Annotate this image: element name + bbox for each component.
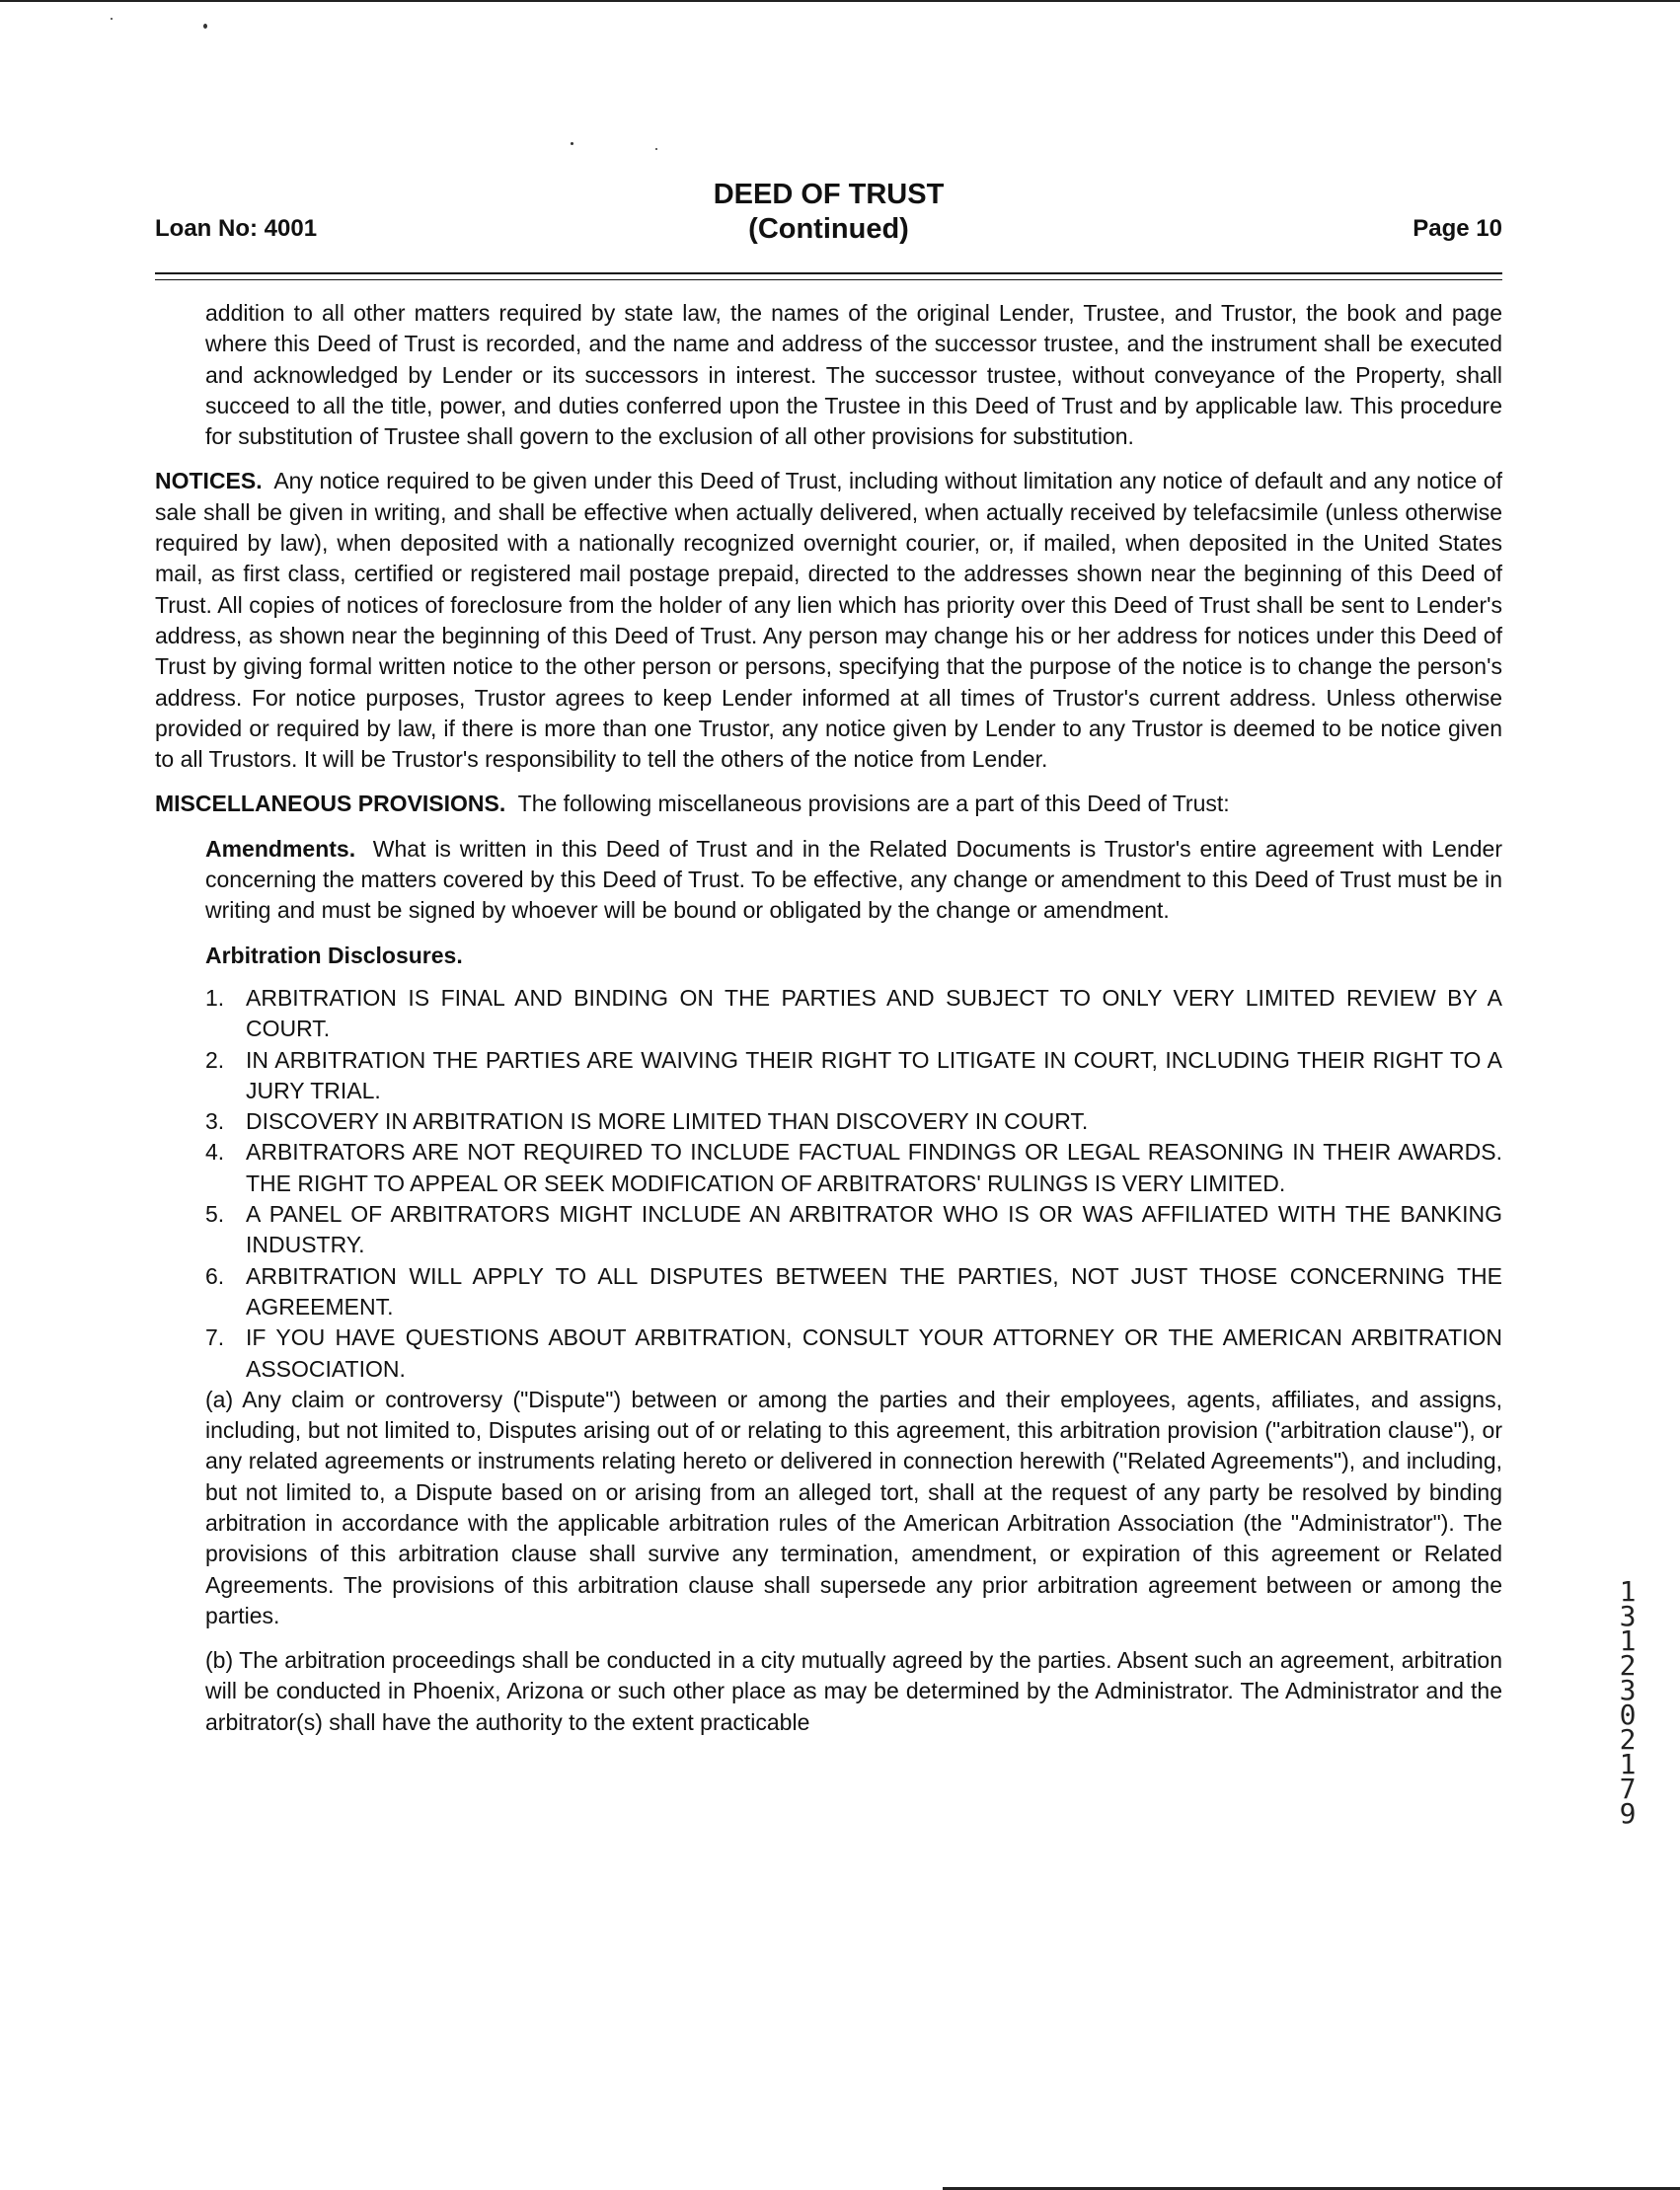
arbitration-heading-line bbox=[155, 941, 1502, 971]
misc-section bbox=[155, 789, 1502, 819]
stamp-digit: 3 bbox=[1619, 1674, 1637, 1706]
amendments-text: What is written in this Deed of Trust and in the Related Documents is Trustor's entire agreement with Lender concerning the matters covered by this Deed of Trust. To be effective, any change or amendment to this Deed of Trust must be in writing and must be signed by whoever will be bound or obligated by the change or amendment. bbox=[205, 835, 1503, 924]
page-title bbox=[155, 178, 1502, 247]
arbitration-heading: Arbitration Disclosures. bbox=[205, 942, 463, 968]
list-item bbox=[205, 1045, 1502, 1107]
list-item bbox=[205, 1261, 1502, 1323]
page-number: Page 10 bbox=[1413, 215, 1502, 242]
list-item-number: 2. bbox=[205, 1046, 225, 1073]
scan-speck bbox=[571, 142, 573, 145]
list-item bbox=[205, 1137, 1502, 1199]
scan-speck bbox=[111, 18, 113, 20]
list-item-number: 5. bbox=[205, 1201, 225, 1228]
list-item bbox=[205, 1322, 1502, 1385]
intro-paragraph: addition to all other matters required by state law, the names of the original Lender, Trustee, and Trustor, the book and page where this Deed of Trust is recorded, and the name and address of the successor trustee, and the instrument shall be executed and acknowledged by Lender or its successors in interest. The successor trustee, without conveyance of the Property, shall succeed to all the title, power, and duties conferred upon the Trustee in this Deed of Trust and by applicable law. This procedure for substitution of Trustee shall govern to the exclusion of all other provisions for substitution. bbox=[205, 300, 1502, 450]
list-item-text: IN ARBITRATION THE PARTIES ARE WAIVING THEIR RIGHT TO LITIGATE IN COURT, INCLUDING THEIR RIGHT TO A JURY TRIAL. bbox=[246, 1046, 1502, 1103]
page-header bbox=[155, 174, 1502, 253]
arbitration-paragraph-b: (b) The arbitration proceedings shall be conducted in a city mutually agreed by the parties. Absent such an agreement, arbitration will be conducted in Phoenix, Arizona or such other place as may be determined by the Administrator. The Administrator and the arbitrator(s) shall have the authority to the extent practicable bbox=[205, 1647, 1502, 1735]
stamp-digit: 1 bbox=[1619, 1748, 1637, 1780]
list-item bbox=[205, 1106, 1502, 1137]
header-rule bbox=[155, 272, 1502, 274]
list-item-number: 1. bbox=[205, 984, 225, 1011]
arbitration-list bbox=[155, 983, 1502, 1385]
list-item-text: DISCOVERY IN ARBITRATION IS MORE LIMITED THAN DISCOVERY IN COURT. bbox=[246, 1108, 1089, 1135]
notices-text: Any notice required to be given under this Deed of Trust, including without limitation any notice of default and any notice of sale shall be given in writing, and shall be effective when actually delivered, when actually received by telefacsimile (unless otherwise required by law), when deposited with a nationally recognized overnight courier, or, if mailed, when deposited in the United States mail, as first class, certified or registered mail postage prepaid, directed to the addresses shown near the beginning of this Deed of Trust. All copies of notices of foreclosure from the holder of any lien which has priority over this Deed of Trust shall be sent to Lender's address, as shown near the beginning of this Deed of Trust. Any person may change his or her address for notices under this Deed of Trust by giving formal written notice to the other person or persons, specifying that the purpose of the notice is to change the person's address. For notice purposes, Trustor agrees to keep Lender informed at all times of Trustor's current address. Unless otherwise provided or required by law, if there is more than one Trustor, any notice given by Lender to any Trustor is deemed to be notice given to all Trustors. It will be Trustor's responsibility to tell the others of the notice from Lender. bbox=[155, 468, 1502, 773]
stamp-digit: 0 bbox=[1619, 1699, 1637, 1731]
amendments-section bbox=[155, 834, 1502, 927]
title-line-2: (Continued) bbox=[748, 213, 909, 245]
stamp-digit: 2 bbox=[1619, 1649, 1637, 1682]
list-item-text: IF YOU HAVE QUESTIONS ABOUT ARBITRATION, CONSULT YOUR ATTORNEY OR THE AMERICAN ARBITRATION ASSOCIATION. bbox=[246, 1324, 1502, 1382]
list-item-text: A PANEL OF ARBITRATORS MIGHT INCLUDE AN ARBITRATOR WHO IS OR WAS AFFILIATED WITH THE BANKING INDUSTRY. bbox=[246, 1201, 1502, 1258]
title-line-1: DEED OF TRUST bbox=[713, 179, 945, 210]
stamp-digit: 7 bbox=[1619, 1773, 1637, 1805]
list-item-number: 3. bbox=[205, 1108, 225, 1135]
scan-speck bbox=[203, 24, 207, 29]
arbitration-paragraph-a: (a) Any claim or controversy ("Dispute") between or among the parties and their employees, agents, affiliates, and assigns, including, but not limited to, Disputes arising out of or relating to this agreement, this arbitration provision ("arbitration clause"), or any related agreements or instruments relating hereto or delivered in connection herewith ("Related Agreements"), and including, but not limited to, a Dispute based on or arising from an alleged tort, shall at the request of any party be resolved by binding arbitration in accordance with the applicable arbitration rules of the American Arbitration Association (the "Administrator"). The provisions of this arbitration clause shall survive any termination, amendment, or expiration of this agreement or Related Agreements. The provisions of this arbitration clause shall supersede any prior arbitration agreement between or among the parties. bbox=[205, 1386, 1502, 1628]
list-item bbox=[205, 983, 1502, 1045]
list-item-number: 6. bbox=[205, 1262, 225, 1289]
notices-heading: NOTICES. bbox=[155, 468, 263, 494]
list-item-number: 7. bbox=[205, 1324, 225, 1351]
list-item-text: ARBITRATORS ARE NOT REQUIRED TO INCLUDE FACTUAL FINDINGS OR LEGAL REASONING IN THEIR AWARDS. THE RIGHT TO APPEAL OR SEEK MODIFICATION OF ARBITRATORS' RULINGS IS VERY LIMITED. bbox=[246, 1139, 1502, 1196]
stamp-digit: 9 bbox=[1619, 1797, 1637, 1830]
misc-heading: MISCELLANEOUS PROVISIONS. bbox=[155, 791, 506, 817]
stamp-digit: 3 bbox=[1619, 1600, 1637, 1632]
list-item bbox=[205, 1199, 1502, 1261]
amendments-heading: Amendments. bbox=[205, 835, 356, 862]
stamp-digit: 1 bbox=[1619, 1624, 1637, 1657]
list-item-text: ARBITRATION WILL APPLY TO ALL DISPUTES BETWEEN THE PARTIES, NOT JUST THOSE CONCERNING THE AGREEMENT. bbox=[246, 1262, 1502, 1320]
stamp-digit: 2 bbox=[1619, 1723, 1637, 1756]
list-item-text: ARBITRATION IS FINAL AND BINDING ON THE PARTIES AND SUBJECT TO ONLY VERY LIMITED REVIEW BY A COURT. bbox=[246, 984, 1502, 1042]
scan-speck bbox=[655, 148, 657, 150]
document-body bbox=[155, 298, 1502, 1738]
notices-section bbox=[155, 466, 1502, 775]
stamp-digit: 1 bbox=[1619, 1575, 1637, 1608]
list-item-number: 4. bbox=[205, 1139, 225, 1166]
scan-edge-top bbox=[0, 0, 1680, 2]
misc-text: The following miscellaneous provisions are a part of this Deed of Trust: bbox=[517, 791, 1230, 817]
loan-number: Loan No: 4001 bbox=[155, 215, 318, 242]
recording-number-stamp bbox=[1614, 1575, 1642, 1830]
header-rule-thin bbox=[155, 279, 1502, 280]
